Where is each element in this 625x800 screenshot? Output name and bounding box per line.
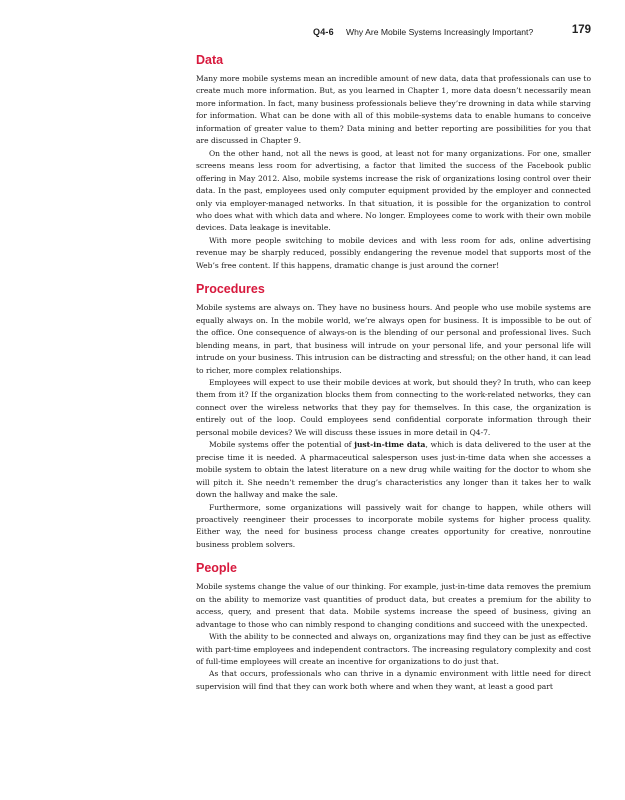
paragraph: As that occurs, professionals who can thrive in a dynamic environment with little need for direct supervision will find that they can work both where and when they want, at least a good part — [196, 669, 591, 691]
paragraph: With the ability to be connected and always on, organizations may find they can be just as effective with part-time employees and independent contractors. The increasing regulatory complexity and cost of full-time employees will create an incentive for organizations to do just that. — [196, 632, 591, 667]
paragraph: Furthermore, some organizations will passively wait for change to happen, while others will proactively reengineer their processes to incorporate mobile systems for higher process quality. Either way, the need for business process change creates opportunity for creative, nonroutine business problem solvers. — [196, 502, 591, 549]
paragraph: With more people switching to mobile devices and with less room for ads, online advertising revenue may be sharply reduced, possibly endangering the revenue model that supports most of the Web’s free content. If this happens, dramatic change is just around the corner! — [196, 235, 591, 270]
paragraph: Employees will expect to use their mobile devices at work, but should they? In truth, who can keep them from it? If the organization blocks them from connecting to the work-related networks, they can connect over the wireless networks that they pay for themselves. In this case, the organization is entirely out of the loop. Could employees send confidential corporate information through their personal mobile devices? We will discuss these issues in more detail in Q4-7. — [196, 377, 591, 437]
running-header — [196, 22, 591, 42]
paragraph: Mobile systems change the value of our thinking. For example, just-in-time data removes the premium on the ability to memorize vast quantities of product data, but creates a premium for the ability to access, query, and present that data. Mobile systems increase the speed of business, giving an advantage to those who can nimbly respond to changing conditions and succeed with the unexpected. — [196, 582, 591, 629]
heading-people: People — [196, 561, 237, 576]
paragraph: On the other hand, not all the news is good, at least not for many organizations. For one, smaller screens means less room for advertising, a factor that limited the success of the Facebook public offering in May 2012. Also, mobile systems increase the risk of organizations losing control over their data. In the past, employees used only computer equipment provided by the employer and connected only via employer-managed networks. In that situation, it is possible for the organization to control who does what with which data and where. No longer. Employees come to work with their own mobile devices. Data leakage is inevitable. — [196, 148, 591, 233]
body-content — [196, 51, 591, 693]
paragraph-just-in-time — [196, 439, 591, 501]
paragraph: Mobile systems are always on. They have no business hours. And people who use mobile systems are equally always on. In the mobile world, we’re always open for business. It is impossible to be out of the office. One consequence of always-on is the blending of our personal and professional lives. Such blending means, in part, that business will intrude on your personal life, and your personal life will intrude on your business. This intrusion can be distracting and stressful; on the other hand, it can lead to richer, more complex relationships. — [196, 303, 591, 375]
section-number: Q4-6 — [313, 27, 334, 37]
running-title: Why Are Mobile Systems Increasingly Important? — [346, 27, 534, 37]
heading-data: Data — [196, 53, 224, 67]
heading-procedures: Procedures — [196, 282, 265, 297]
text-run: Mobile systems offer the potential of — [209, 440, 355, 450]
key-term: just-in-time data — [354, 440, 426, 450]
page-number: 179 — [571, 24, 591, 36]
text-run: , which is data delivered to the user at the precise time it is needed. A pharmaceutical salesperson uses just-in-time data when she accesses a mobile system to obtain the latest literature on a new drug while waiting for the doctor to whom she will pitch it. She needn’t remember the drug’s characteristics any longer than it takes her to walk down the hallway and make the sale. — [196, 440, 591, 500]
paragraph: Many more mobile systems mean an incredible amount of new data, data that professionals can use to create much more information. But, as you learned in Chapter 1, more data doesn’t necessarily mean more information. In fact, many business professionals believe they’re drowning in data while starving for information. What can be done with all of this mobile-systems data to enable humans to conceive information of greater value to them? Data mining and better reporting are possibilities for you that are discussed in Chapter 9. — [196, 74, 591, 146]
